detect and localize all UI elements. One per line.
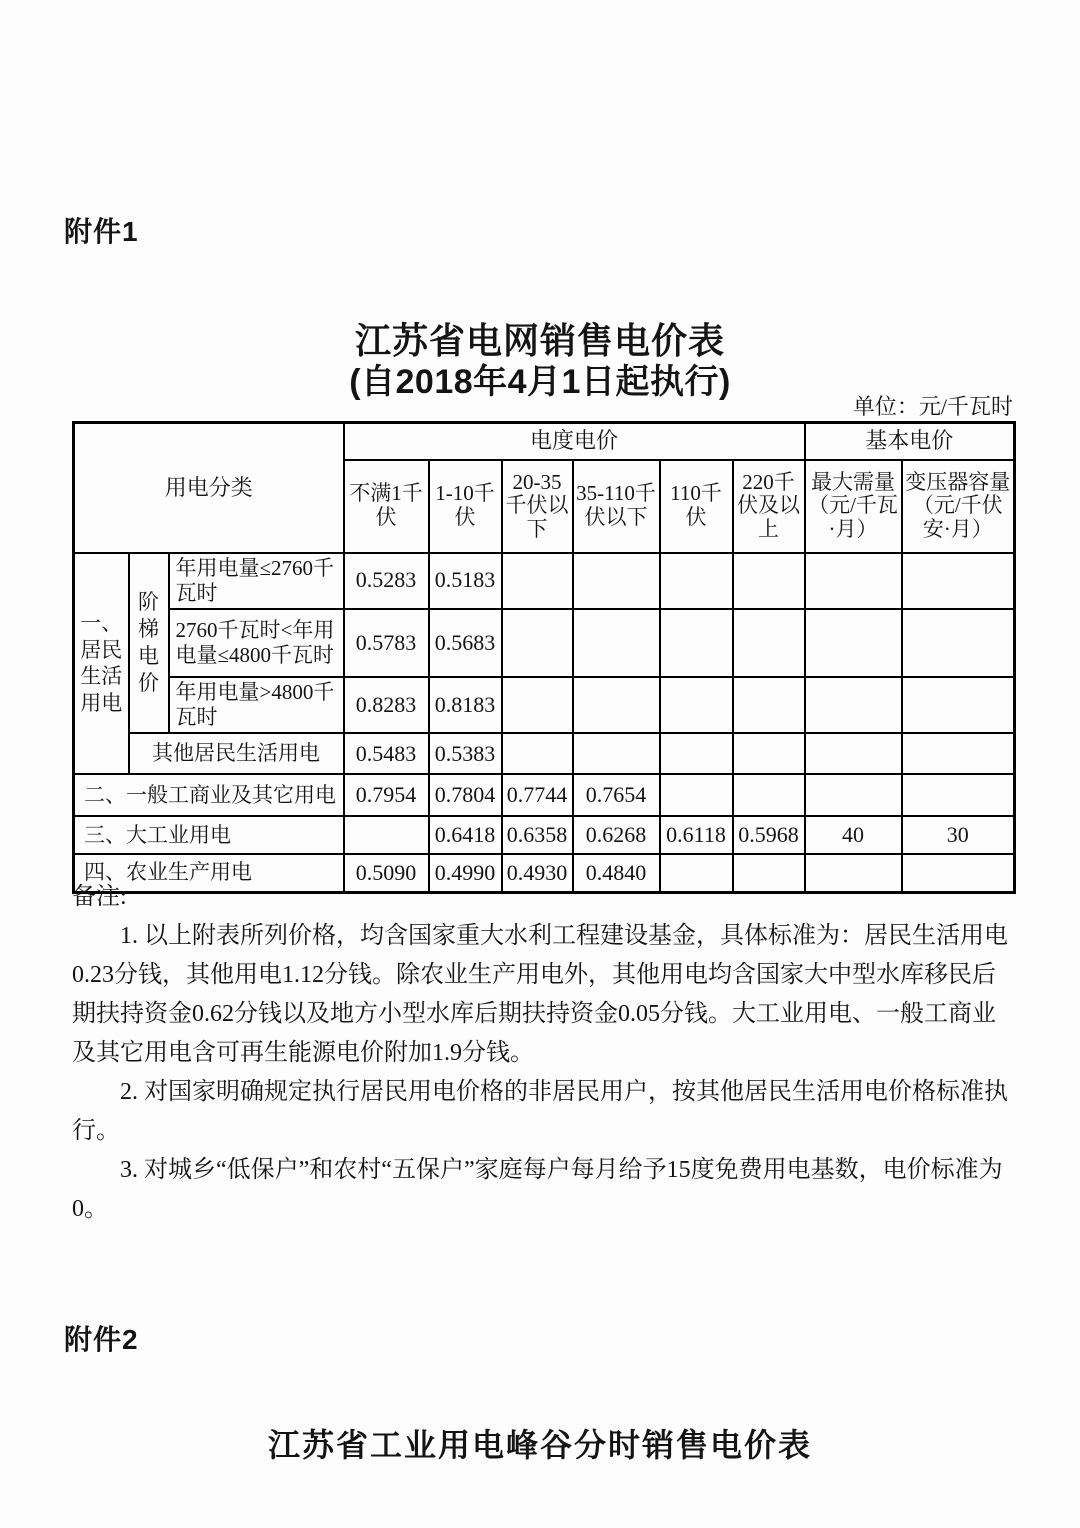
price-cell <box>573 677 660 733</box>
note-item-3: 3. 对城乡“低保户”和农村“五保户”家庭每户每月给予15度免费用电基数，电价标准为0。 <box>72 1157 1003 1222</box>
table-row <box>74 609 1015 677</box>
notes-section <box>72 878 1017 1229</box>
price-cell <box>902 553 1015 609</box>
price-cell: 40 <box>805 816 902 854</box>
price-cell: 0.5483 <box>344 733 429 774</box>
price-cell: 0.4990 <box>429 854 502 892</box>
price-cell <box>805 733 902 774</box>
price-cell: 0.7804 <box>429 774 502 816</box>
tier-label-cell: 2760千瓦时<年用电量≤4800千瓦时 <box>169 609 344 677</box>
notes-label: 备注: <box>72 884 127 910</box>
voltage-header-cell: 35-110千伏以下 <box>573 460 660 553</box>
price-cell <box>733 609 805 677</box>
basic-price-header-cell: 最大需量（元/千瓦·月） <box>805 460 902 553</box>
price-cell <box>344 816 429 854</box>
price-cell <box>502 609 573 677</box>
table-row <box>74 816 1015 854</box>
price-cell: 0.5283 <box>344 553 429 609</box>
price-cell: 0.4930 <box>502 854 573 892</box>
price-cell <box>733 733 805 774</box>
note-item-1: 1. 以上附表所列价格，均含国家重大水利工程建设基金，具体标准为：居民生活用电0.23分钱，其他用电1.12分钱。除农业生产用电外，其他用电均含国家大中型水库移民后期扶持资金0.62分钱以及地方小型水库后期扶持资金0.05分钱。大工业用电、一般工商业及其它用电含可再生能源电价附加1.9分钱。 <box>72 923 1008 1066</box>
voltage-header-cell: 20-35千伏以下 <box>502 460 573 553</box>
price-cell <box>502 733 573 774</box>
price-cell: 0.8283 <box>344 677 429 733</box>
classification-header-cell: 用电分类 <box>74 423 344 553</box>
price-cell: 0.7654 <box>573 774 660 816</box>
price-cell: 0.5968 <box>733 816 805 854</box>
tier-label-cell: 年用电量>4800千瓦时 <box>169 677 344 733</box>
tier-label-cell: 年用电量≤2760千瓦时 <box>169 553 344 609</box>
price-cell <box>660 774 733 816</box>
table-row <box>74 553 1015 609</box>
residential-group-label-cell: 一、居民生活用电 <box>74 553 129 775</box>
price-cell: 0.8183 <box>429 677 502 733</box>
price-cell <box>805 609 902 677</box>
header-row-groups <box>74 423 1015 460</box>
category-label-cell: 三、大工业用电 <box>74 816 344 854</box>
price-cell: 30 <box>902 816 1015 854</box>
price-cell: 0.5090 <box>344 854 429 892</box>
price-cell: 0.5783 <box>344 609 429 677</box>
price-cell <box>660 733 733 774</box>
price-cell: 0.6268 <box>573 816 660 854</box>
table1-subtitle: (自2018年4月1日起执行) <box>349 363 731 402</box>
voltage-header-cell: 220千伏及以上 <box>733 460 805 553</box>
attachment1-label: 附件1 <box>64 216 139 247</box>
price-cell <box>502 553 573 609</box>
price-cell: 0.5383 <box>429 733 502 774</box>
price-cell <box>660 609 733 677</box>
note-item-2: 2. 对国家明确规定执行居民用电价格的非居民用户，按其他居民生活用电价格标准执行。 <box>72 1079 1008 1144</box>
price-cell <box>733 677 805 733</box>
price-cell: 0.7954 <box>344 774 429 816</box>
attachment2-label: 附件2 <box>64 1324 139 1355</box>
price-cell: 0.5683 <box>429 609 502 677</box>
category-label-cell: 二、一般工商业及其它用电 <box>74 774 344 816</box>
category-label-cell: 四、农业生产用电 <box>74 854 344 892</box>
price-cell <box>660 553 733 609</box>
price-cell: 0.6418 <box>429 816 502 854</box>
table-row <box>74 677 1015 733</box>
price-cell <box>902 609 1015 677</box>
price-cell <box>805 553 902 609</box>
price-cell: 0.6358 <box>502 816 573 854</box>
price-cell <box>805 677 902 733</box>
price-cell <box>805 774 902 816</box>
price-cell <box>502 677 573 733</box>
voltage-header-cell: 110千伏 <box>660 460 733 553</box>
basic-price-header-cell: 变压器容量（元/千伏安·月） <box>902 460 1015 553</box>
price-table <box>72 421 1016 894</box>
table1-title: 江苏省电网销售电价表 <box>354 320 725 361</box>
price-cell <box>733 553 805 609</box>
price-cell <box>660 677 733 733</box>
voltage-header-cell: 不满1千伏 <box>344 460 429 553</box>
price-cell <box>902 774 1015 816</box>
price-cell <box>733 774 805 816</box>
table-row <box>74 774 1015 816</box>
price-cell: 0.6118 <box>660 816 733 854</box>
unit-note: 单位：元/千瓦时 <box>852 394 1013 419</box>
table2-title: 江苏省工业用电峰谷分时销售电价表 <box>267 1427 812 1463</box>
other-residential-label-cell: 其他居民生活用电 <box>129 733 344 774</box>
price-cell: 0.5183 <box>429 553 502 609</box>
price-cell: 0.4840 <box>573 854 660 892</box>
price-cell <box>902 677 1015 733</box>
energy-price-group-header-cell: 电度电价 <box>344 423 805 460</box>
price-cell <box>902 733 1015 774</box>
table-row <box>74 733 1015 774</box>
price-cell <box>573 733 660 774</box>
price-cell <box>573 609 660 677</box>
basic-price-group-header-cell: 基本电价 <box>805 423 1015 460</box>
price-cell: 0.7744 <box>502 774 573 816</box>
tier-price-label-cell: 阶梯电价 <box>129 553 169 734</box>
voltage-header-cell: 1-10千伏 <box>429 460 502 553</box>
price-cell <box>573 553 660 609</box>
